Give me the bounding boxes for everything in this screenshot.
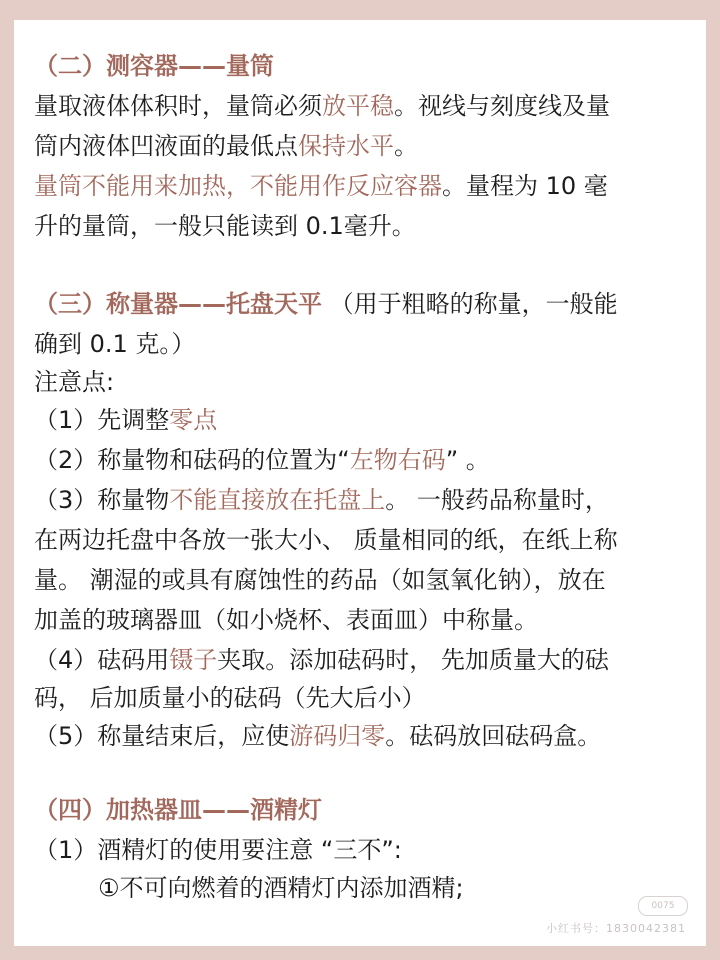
section4-sub1: ①不可向燃着的酒精灯内添加酒精; <box>98 874 464 902</box>
item3-line2: 在两边托盘中各放一张大小、 质量相同的纸，在纸上称 <box>34 526 618 554</box>
section4-heading: （四）加热器皿——酒精灯 <box>34 796 322 824</box>
item5: （5）称量结束后，应使游码归零。砝码放回砝码盒。 <box>34 722 602 750</box>
item2: （2）称量物和砝码的位置为“左物右码” 。 <box>34 446 490 474</box>
item3-line3: 量。 潮湿的或具有腐蚀性的药品（如氢氧化钠），放在 <box>34 566 606 594</box>
watermark-text: 小红书号：1830042381 <box>546 922 686 935</box>
section2-line2: 筒内液体凹液面的最低点保持水平。 <box>34 132 418 160</box>
section4-item1: （1）酒精灯的使用要注意 “三不”: <box>34 836 402 864</box>
section3-heading: （三）称量器——托盘天平 （用于粗略的称量，一般能 <box>34 290 618 318</box>
content-card <box>14 20 706 946</box>
watermark-logo: 0075 <box>638 896 688 916</box>
section3-heading-cont: 确到 0.1 克。） <box>34 330 196 358</box>
note-label: 注意点: <box>34 368 115 396</box>
item3-line4: 加盖的玻璃器皿（如小烧杯、表面皿）中称量。 <box>34 606 538 634</box>
section2-heading: （二）测容器——量筒 <box>34 52 274 80</box>
item4-line2: 码， 后加质量小的砝码（先大后小） <box>34 684 426 712</box>
section2-line1: 量取液体体积时，量筒必须放平稳。视线与刻度线及量 <box>34 92 610 120</box>
section2-line4: 升的量筒，一般只能读到 0.1毫升。 <box>34 212 416 240</box>
item3: （3）称量物不能直接放在托盘上。 一般药品称量时， <box>34 486 609 514</box>
item4: （4）砝码用镊子夹取。添加砝码时， 先加质量大的砝 <box>34 646 609 674</box>
item1: （1）先调整零点 <box>34 406 218 434</box>
section2-line3: 量筒不能用来加热，不能用作反应容器。量程为 10 毫 <box>34 172 608 200</box>
